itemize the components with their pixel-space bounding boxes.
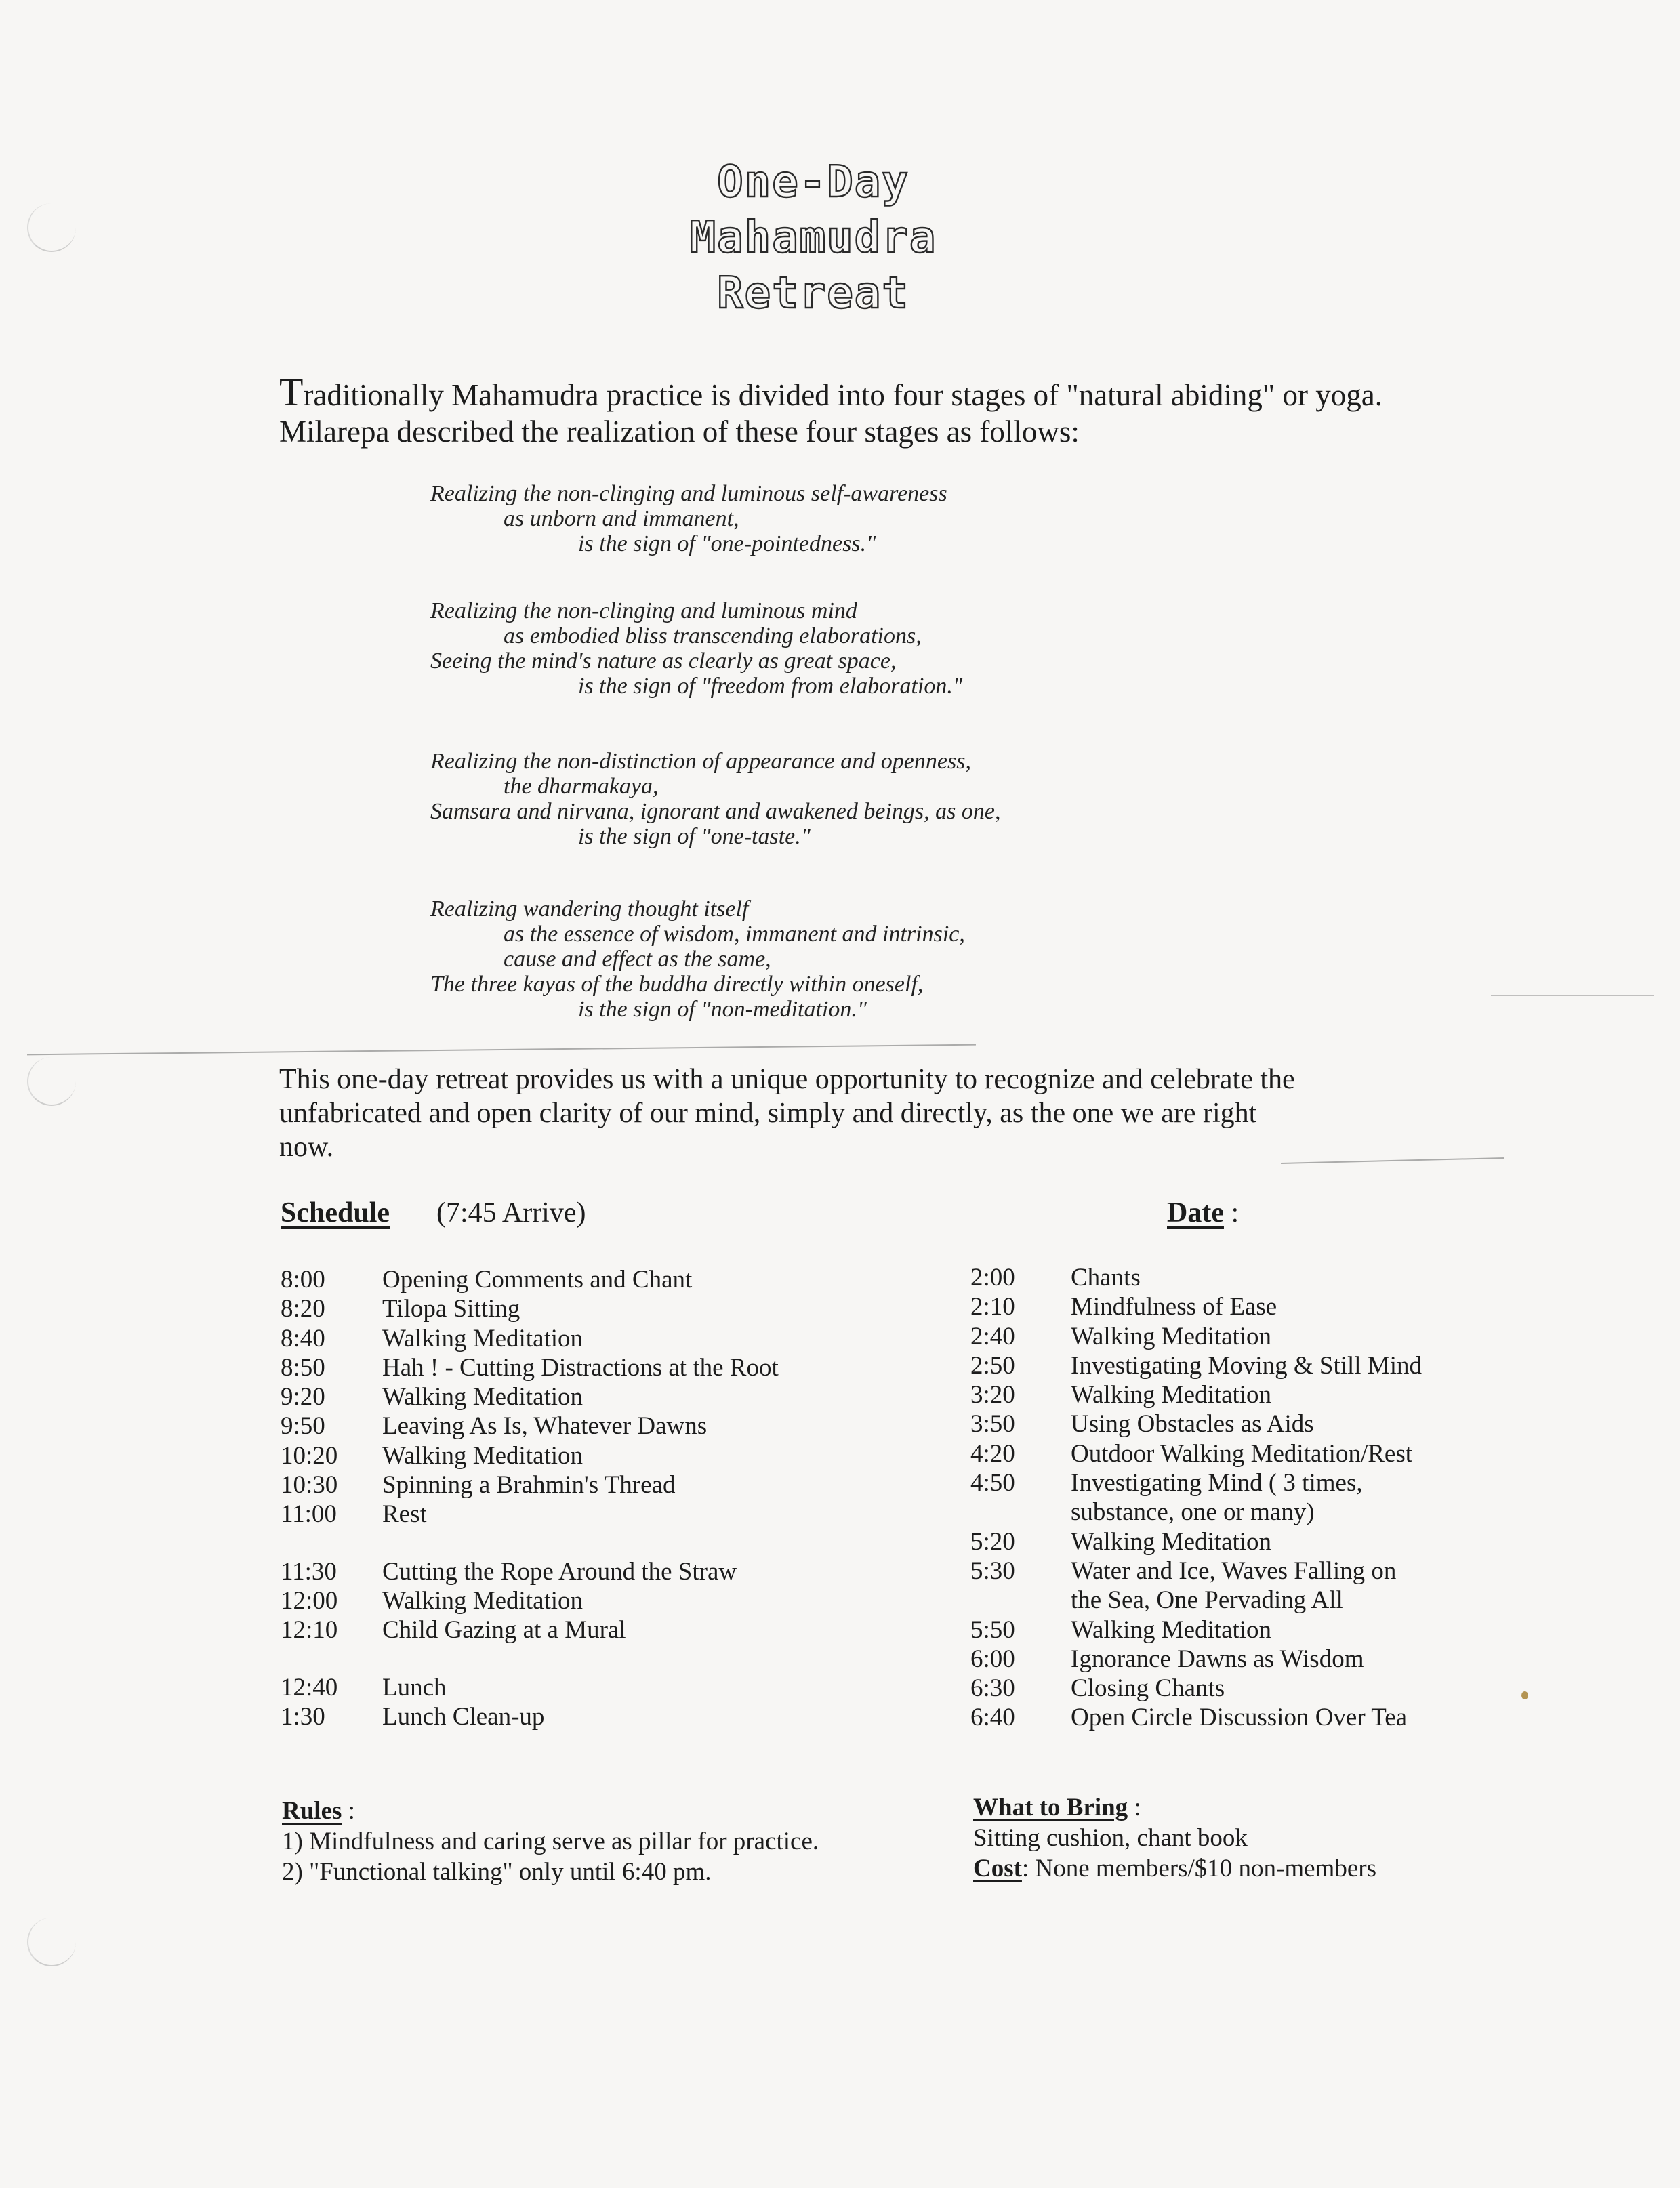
schedule-activity: Mindfulness of Ease [1071, 1293, 1277, 1321]
schedule-row [970, 1674, 1422, 1703]
date-label: Date [1167, 1197, 1224, 1229]
rules-heading: Rules [282, 1797, 342, 1825]
schedule-time: 4:20 [970, 1439, 1015, 1468]
schedule-row [281, 1294, 779, 1323]
poem-line: Samsara and nirvana, ignorant and awakened beings, as one, [430, 799, 1001, 824]
punch-hole-bottom [27, 1918, 76, 1966]
schedule-afternoon [970, 1263, 1422, 1733]
schedule-time: 2:10 [970, 1293, 1015, 1321]
schedule-row [970, 1615, 1422, 1645]
schedule-activity: Outdoor Walking Meditation/Rest [1071, 1439, 1413, 1468]
poem-line: is the sign of "non-meditation." [578, 997, 867, 1022]
poem-line: Realizing the non-clinging and luminous mind [430, 598, 857, 623]
schedule-activity: Child Gazing at a Mural [382, 1616, 626, 1645]
title-line-3: Retreat [717, 268, 909, 318]
schedule-row [281, 1702, 779, 1731]
bring-heading: What to Bring [973, 1794, 1128, 1821]
schedule-row [281, 1470, 779, 1500]
poem-line: is the sign of "one-taste." [578, 824, 811, 849]
schedule-activity: Chants [1071, 1264, 1141, 1292]
poem-line: Realizing the non-distinction of appearance and openness, [430, 749, 971, 774]
schedule-activity: Walking Meditation [382, 1324, 583, 1353]
intro-paragraph [279, 370, 1382, 450]
schedule-activity: Hah ! - Cutting Distractions at the Root [382, 1353, 779, 1382]
bring-colon: : [1134, 1794, 1141, 1821]
fold-crease-mid [1281, 1157, 1504, 1164]
rules-colon: : [348, 1797, 355, 1825]
poem-line: is the sign of "freedom from elaboration." [578, 674, 963, 699]
rules-section [282, 1796, 819, 1887]
schedule-activity: Lunch [382, 1673, 447, 1701]
schedule-activity: Closing Chants [1071, 1674, 1225, 1703]
schedule-activity: Ignorance Dawns as Wisdom [1071, 1645, 1364, 1673]
schedule-activity: Spinning a Brahmin's Thread [382, 1471, 676, 1500]
poem-stanza-4 [430, 896, 965, 1022]
schedule-row [281, 1382, 779, 1411]
poem-stanza-1 [430, 481, 947, 556]
schedule-activity: Walking Meditation [382, 1441, 583, 1470]
schedule-row [281, 1673, 779, 1702]
schedule-time: 2:40 [970, 1322, 1015, 1350]
intro-line-2: Milarepa described the realization of these four stages as follows: [279, 415, 1080, 449]
schedule-row [281, 1557, 779, 1586]
cost-label: Cost [973, 1855, 1022, 1882]
schedule-row [281, 1441, 779, 1470]
title-line-2: Mahamudra [689, 213, 937, 263]
schedule-activity: Cutting the Rope Around the Straw [382, 1557, 737, 1586]
poem-line: Realizing wandering thought itself [430, 896, 749, 922]
closing-line-3: now. [279, 1132, 334, 1163]
schedule-activity: Open Circle Discussion Over Tea [1071, 1704, 1408, 1732]
schedule-row [970, 1292, 1422, 1321]
title-line-1: One-Day [717, 157, 909, 207]
rule-item: 2) "Functional talking" only until 6:40 pm. [282, 1858, 712, 1886]
schedule-activity: Investigating Mind ( 3 times, [1071, 1469, 1363, 1498]
schedule-activity: Lunch Clean-up [382, 1702, 545, 1731]
schedule-time: 5:50 [970, 1615, 1015, 1644]
poem-line: is the sign of "one-pointedness." [578, 531, 876, 556]
closing-paragraph [279, 1062, 1295, 1164]
schedule-activity: Investigating Moving & Still Mind [1071, 1351, 1422, 1380]
schedule-row [970, 1468, 1422, 1498]
schedule-activity: Rest [382, 1500, 427, 1529]
schedule-time: 8:50 [281, 1353, 325, 1382]
schedule-row [970, 1263, 1422, 1292]
schedule-time: 5:20 [970, 1527, 1015, 1556]
schedule-time: 6:30 [970, 1674, 1015, 1703]
schedule-time: 10:20 [281, 1441, 338, 1470]
schedule-activity: Using Obstacles as Aids [1071, 1410, 1314, 1439]
schedule-activity-continued: the Sea, One Pervading All [1071, 1586, 1343, 1615]
punch-hole-middle [27, 1057, 76, 1106]
schedule-row [970, 1556, 1422, 1586]
schedule-row [970, 1351, 1422, 1380]
schedule-time: 11:00 [281, 1500, 337, 1529]
schedule-row [281, 1411, 779, 1441]
schedule-row [970, 1322, 1422, 1351]
poem-line: as unborn and immanent, [504, 506, 739, 531]
poem-line: Seeing the mind's nature as clearly as great space, [430, 648, 897, 674]
intro-line-1: raditionally Mahamudra practice is divided into four stages of "natural abiding" or yoga. [303, 378, 1382, 412]
fold-crease-right [1491, 995, 1654, 996]
schedule-row [281, 1615, 779, 1645]
schedule-time: 12:00 [281, 1586, 338, 1615]
schedule-time: 5:30 [970, 1556, 1015, 1585]
schedule-activity-continued: substance, one or many) [1071, 1498, 1315, 1527]
intro-dropcap: T [279, 370, 304, 414]
schedule-activity: Walking Meditation [1071, 1527, 1272, 1556]
fold-crease-left [27, 1044, 976, 1056]
schedule-time: 3:50 [970, 1410, 1015, 1439]
bring-items: Sitting cushion, chant book [973, 1824, 1248, 1852]
poem-line: as the essence of wisdom, immanent and intrinsic, [504, 922, 965, 947]
schedule-time: 3:20 [970, 1381, 1015, 1409]
schedule-row [970, 1645, 1422, 1674]
schedule-row [281, 1500, 779, 1529]
paper-speck [1521, 1691, 1528, 1699]
schedule-time: 8:40 [281, 1324, 325, 1353]
schedule-row [970, 1409, 1422, 1439]
schedule-activity: Water and Ice, Waves Falling on [1071, 1556, 1397, 1585]
poem-line: as embodied bliss transcending elaborations, [504, 623, 922, 648]
schedule-time: 6:00 [970, 1645, 1015, 1673]
schedule-heading: Schedule [281, 1197, 390, 1229]
schedule-time: 6:40 [970, 1704, 1015, 1732]
schedule-time: 2:00 [970, 1264, 1015, 1292]
cost-value: : None members/$10 non-members [1021, 1855, 1376, 1882]
bring-section [973, 1792, 1376, 1884]
schedule-row [970, 1527, 1422, 1556]
schedule-time: 11:30 [281, 1557, 337, 1586]
poem-stanza-2 [430, 598, 962, 699]
closing-line-1: This one-day retreat provides us with a unique opportunity to recognize and celebrate the [279, 1064, 1295, 1095]
retreat-title [0, 154, 1626, 321]
schedule-activity: Walking Meditation [1071, 1615, 1272, 1644]
schedule-row [970, 1380, 1422, 1409]
poem-line: the dharmakaya, [504, 774, 659, 799]
schedule-time: 12:40 [281, 1673, 338, 1701]
schedule-activity: Walking Meditation [382, 1586, 583, 1615]
schedule-time: 9:50 [281, 1412, 325, 1441]
schedule-morning [281, 1265, 779, 1731]
date-colon: : [1231, 1197, 1239, 1229]
schedule-activity: Walking Meditation [1071, 1322, 1272, 1350]
arrive-time: (7:45 Arrive) [436, 1197, 586, 1229]
closing-line-2: unfabricated and open clarity of our mind, simply and directly, as the one we are right [279, 1098, 1257, 1129]
schedule-heading-row [281, 1197, 586, 1229]
schedule-row [281, 1586, 779, 1615]
schedule-row [281, 1353, 779, 1382]
schedule-time: 10:30 [281, 1471, 338, 1500]
schedule-time: 8:20 [281, 1295, 325, 1323]
schedule-row [281, 1265, 779, 1294]
schedule-activity: Leaving As Is, Whatever Dawns [382, 1412, 708, 1441]
schedule-activity: Walking Meditation [1071, 1381, 1272, 1409]
poem-line: The three kayas of the buddha directly within oneself, [430, 972, 924, 997]
date-heading-row [1167, 1197, 1239, 1229]
schedule-activity: Tilopa Sitting [382, 1295, 520, 1323]
schedule-time: 1:30 [281, 1702, 325, 1731]
poem-line: cause and effect as the same, [504, 947, 771, 972]
schedule-time: 12:10 [281, 1616, 338, 1645]
schedule-time: 9:20 [281, 1383, 325, 1411]
schedule-time: 8:00 [281, 1266, 325, 1294]
poem-line: Realizing the non-clinging and luminous self-awareness [430, 481, 947, 506]
schedule-activity: Opening Comments and Chant [382, 1266, 693, 1294]
schedule-row [970, 1703, 1422, 1732]
schedule-time: 2:50 [970, 1351, 1015, 1380]
schedule-activity: Walking Meditation [382, 1383, 583, 1411]
schedule-row [970, 1439, 1422, 1468]
schedule-row [281, 1324, 779, 1353]
rule-item: 1) Mindfulness and caring serve as pillar for practice. [282, 1828, 819, 1855]
poem-stanza-3 [430, 749, 1000, 849]
schedule-time: 4:50 [970, 1469, 1015, 1498]
